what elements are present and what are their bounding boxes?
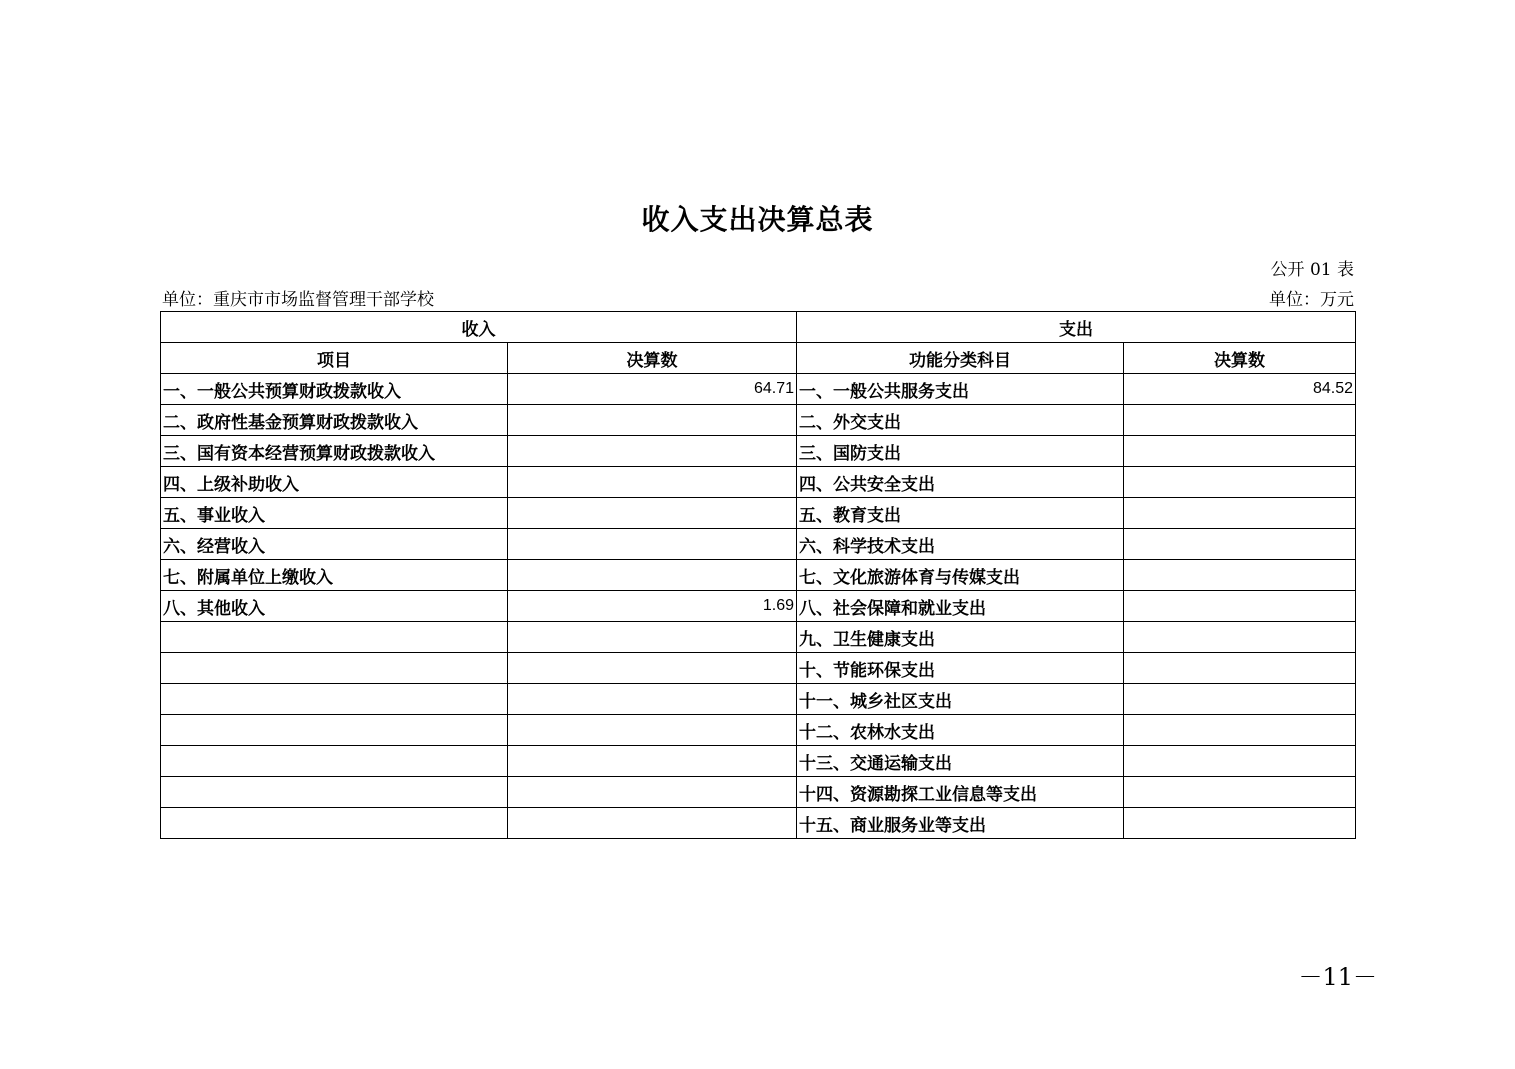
income-amount-cell [508, 653, 797, 684]
table-row [161, 498, 1356, 529]
income-amount-cell [508, 529, 797, 560]
table-row [161, 436, 1356, 467]
income-amount-cell: 64.71 [508, 374, 797, 405]
page-title: 收入支出决算总表 [641, 203, 874, 236]
expense-amount-cell [1124, 591, 1356, 622]
income-item-cell: 四、上级补助收入 [161, 467, 508, 498]
item-column-header: 项目 [161, 343, 508, 374]
expense-amount-cell: 84.52 [1124, 374, 1356, 405]
expense-item-cell: 六、科学技术支出 [797, 529, 1124, 560]
expense-item-cell: 九、卫生健康支出 [797, 622, 1124, 653]
table-row [161, 777, 1356, 808]
table-row [161, 715, 1356, 746]
expense-item-cell: 二、外交支出 [797, 405, 1124, 436]
table-row [161, 591, 1356, 622]
income-amount-cell [508, 405, 797, 436]
table-body [161, 374, 1356, 839]
income-item-cell: 二、政府性基金预算财政拨款收入 [161, 405, 508, 436]
income-item-cell: 一、一般公共预算财政拨款收入 [161, 374, 508, 405]
income-amount-cell [508, 560, 797, 591]
expense-amount-cell [1124, 529, 1356, 560]
expense-item-cell: 四、公共安全支出 [797, 467, 1124, 498]
page-number: －11－ [1298, 963, 1377, 991]
income-amount-column-header: 决算数 [508, 343, 797, 374]
expense-amount-cell [1124, 560, 1356, 591]
income-item-cell [161, 622, 508, 653]
expense-item-cell: 三、国防支出 [797, 436, 1124, 467]
func-category-column-header: 功能分类科目 [797, 343, 1124, 374]
income-item-cell: 八、其他收入 [161, 591, 508, 622]
income-item-cell [161, 808, 508, 839]
table-row [161, 529, 1356, 560]
income-amount-cell [508, 715, 797, 746]
income-item-cell: 五、事业收入 [161, 498, 508, 529]
expense-amount-column-header: 决算数 [1124, 343, 1356, 374]
income-amount-cell [508, 746, 797, 777]
income-amount-cell [508, 808, 797, 839]
unit-currency: 单位：万元 [1269, 290, 1354, 310]
table-row [161, 374, 1356, 405]
expense-item-cell: 五、教育支出 [797, 498, 1124, 529]
income-item-cell [161, 684, 508, 715]
expense-item-cell: 七、文化旅游体育与传媒支出 [797, 560, 1124, 591]
table-row [161, 746, 1356, 777]
expense-amount-cell [1124, 777, 1356, 808]
income-item-cell: 三、国有资本经营预算财政拨款收入 [161, 436, 508, 467]
expense-header: 支出 [797, 312, 1356, 343]
table-row [161, 684, 1356, 715]
income-expense-table [160, 311, 1356, 839]
income-amount-cell [508, 622, 797, 653]
income-item-cell: 六、经营收入 [161, 529, 508, 560]
income-item-cell: 七、附属单位上缴收入 [161, 560, 508, 591]
expense-amount-cell [1124, 498, 1356, 529]
expense-item-cell: 十三、交通运输支出 [797, 746, 1124, 777]
expense-item-cell: 十五、商业服务业等支出 [797, 808, 1124, 839]
expense-item-cell: 一、一般公共服务支出 [797, 374, 1124, 405]
expense-item-cell: 八、社会保障和就业支出 [797, 591, 1124, 622]
income-amount-cell [508, 436, 797, 467]
unit-organization: 单位：重庆市市场监督管理干部学校 [162, 290, 434, 310]
expense-amount-cell [1124, 622, 1356, 653]
table-row [161, 560, 1356, 591]
income-amount-cell: 1.69 [508, 591, 797, 622]
income-amount-cell [508, 684, 797, 715]
expense-item-cell: 十一、城乡社区支出 [797, 684, 1124, 715]
table-row [161, 622, 1356, 653]
income-amount-cell [508, 498, 797, 529]
income-item-cell [161, 777, 508, 808]
income-header: 收入 [161, 312, 797, 343]
table-row [161, 653, 1356, 684]
expense-item-cell: 十四、资源勘探工业信息等支出 [797, 777, 1124, 808]
income-item-cell [161, 653, 508, 684]
expense-amount-cell [1124, 684, 1356, 715]
table-row [161, 405, 1356, 436]
expense-item-cell: 十、节能环保支出 [797, 653, 1124, 684]
expense-amount-cell [1124, 653, 1356, 684]
expense-amount-cell [1124, 808, 1356, 839]
expense-amount-cell [1124, 436, 1356, 467]
expense-amount-cell [1124, 715, 1356, 746]
form-number: 公开 01 表 [1270, 260, 1354, 280]
table-row [161, 467, 1356, 498]
income-amount-cell [508, 777, 797, 808]
expense-amount-cell [1124, 405, 1356, 436]
expense-amount-cell [1124, 746, 1356, 777]
table-row [161, 808, 1356, 839]
income-amount-cell [508, 467, 797, 498]
income-item-cell [161, 746, 508, 777]
income-item-cell [161, 715, 508, 746]
expense-item-cell: 十二、农林水支出 [797, 715, 1124, 746]
expense-amount-cell [1124, 467, 1356, 498]
